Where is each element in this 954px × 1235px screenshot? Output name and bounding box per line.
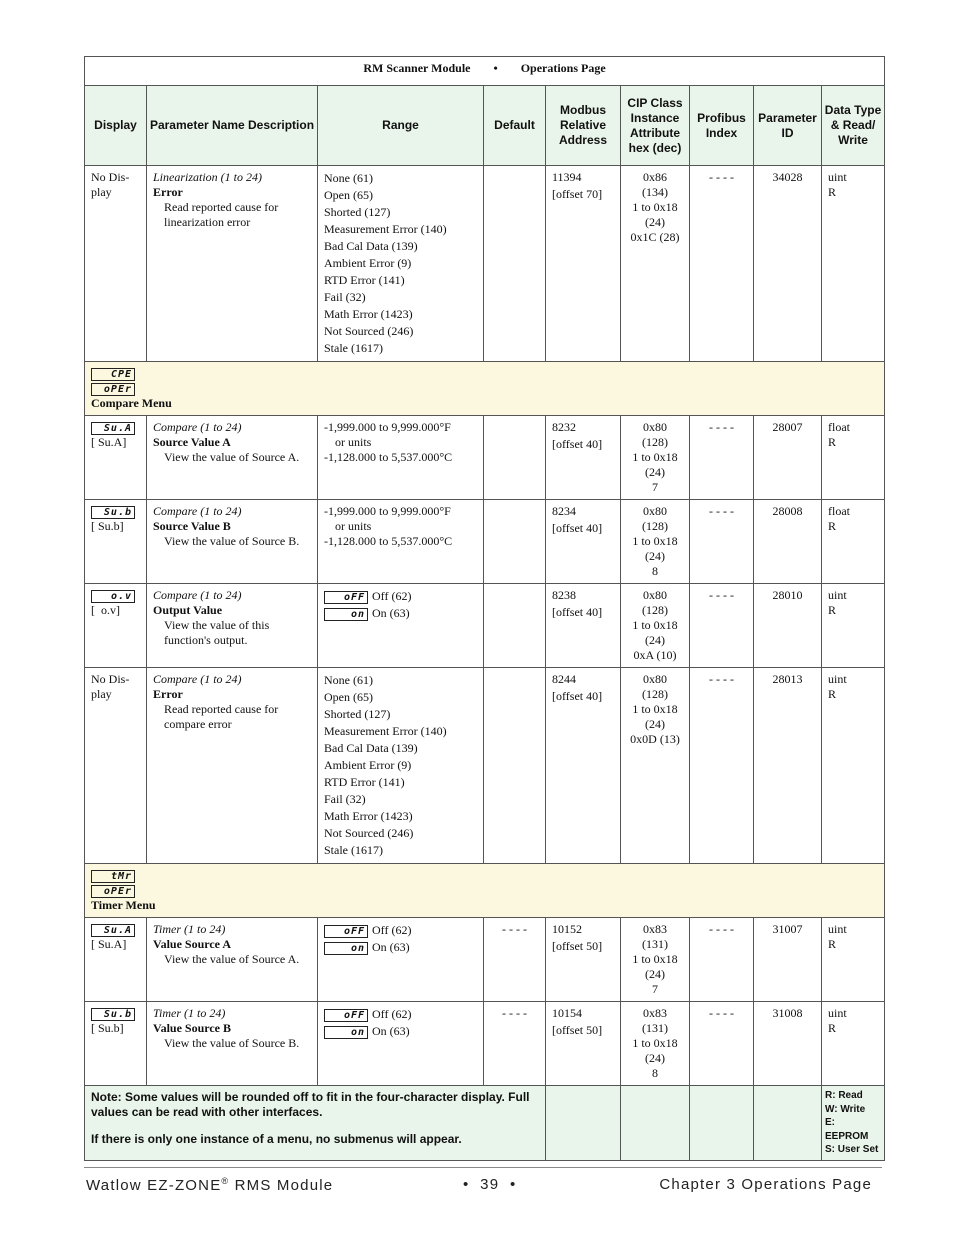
range-item: Fail (32) xyxy=(324,792,366,806)
cip-class: 0x80 xyxy=(643,504,667,518)
notes-blank xyxy=(546,1086,621,1161)
lcd-oper-icon: oPEr xyxy=(91,383,135,396)
data-type: uint xyxy=(828,922,847,936)
parameter-description: View the value of Source B. xyxy=(164,1036,300,1050)
modbus-offset: [offset 40] xyxy=(552,437,603,451)
cip-attribute: 8 xyxy=(652,564,658,578)
display-cell xyxy=(85,1002,147,1086)
legend-user-set: S: User Set xyxy=(825,1144,879,1155)
data-type-cell xyxy=(822,1002,885,1086)
range-item: Measurement Error (140) xyxy=(324,724,447,738)
display-cell xyxy=(85,584,147,668)
cip-class: 0x83 xyxy=(643,1006,667,1020)
parameter-name: Value Source B xyxy=(153,1021,232,1035)
range-item: Ambient Error (9) xyxy=(324,256,412,270)
data-type: uint xyxy=(828,1006,847,1020)
cip-cell xyxy=(621,584,690,668)
range-option: On (63) xyxy=(372,940,410,954)
parameter-description: View the value of this function's output. xyxy=(164,618,270,647)
modbus-address: 8232 xyxy=(552,420,576,434)
cip-attribute: 7 xyxy=(652,982,658,996)
modbus-offset: [offset 50] xyxy=(552,1023,603,1037)
legend-read: R: Read xyxy=(825,1090,863,1101)
cip-instance: 1 to 0x18 xyxy=(632,702,678,716)
data-type: float xyxy=(828,420,850,434)
cip-cell xyxy=(621,1002,690,1086)
display-code: [ Su.A] xyxy=(91,435,127,449)
parameter-name: Source Value A xyxy=(153,435,231,449)
range-item: RTD Error (141) xyxy=(324,775,405,789)
data-type: uint xyxy=(828,588,847,602)
parameter-description: Read reported cause for compare error xyxy=(164,702,279,731)
cip-instance-dec: (24) xyxy=(645,465,665,479)
lcd-display-icon: Su.A xyxy=(91,422,135,435)
modbus-address: 10154 xyxy=(552,1006,582,1020)
parameter-cell xyxy=(147,584,318,668)
cip-instance: 1 to 0x18 xyxy=(632,618,678,632)
range-item: Not Sourced (246) xyxy=(324,324,414,338)
parameter-table xyxy=(84,56,885,1161)
range-item: Measurement Error (140) xyxy=(324,222,447,236)
parameter-description: Read reported cause for linearization error xyxy=(164,200,279,229)
display-code: [ Su.b] xyxy=(91,1021,124,1035)
modbus-offset: [offset 40] xyxy=(552,605,603,619)
header-modbus: Modbus Relative Address xyxy=(546,86,621,166)
range-item: or units xyxy=(335,519,372,533)
profibus-cell: - - - - xyxy=(690,668,754,864)
notes-blank xyxy=(621,1086,690,1161)
cip-instance-dec: (24) xyxy=(645,1051,665,1065)
parameter-cell xyxy=(147,166,318,362)
range-cell xyxy=(318,584,484,668)
range-item: Fail (32) xyxy=(324,290,366,304)
range-option: On (63) xyxy=(372,1024,410,1038)
profibus-cell: - - - - xyxy=(690,1002,754,1086)
title-page: Operations Page xyxy=(520,61,606,75)
range-item: -1,128.000 to 5,537.000°C xyxy=(324,450,453,464)
range-item: -1,999.000 to 9,999.000°F xyxy=(324,504,451,518)
modbus-cell xyxy=(546,416,621,500)
display-cell xyxy=(85,500,147,584)
table-row xyxy=(85,668,885,864)
cip-attribute: 7 xyxy=(652,480,658,494)
cip-class-dec: (131) xyxy=(642,937,668,951)
cip-class-dec: (128) xyxy=(642,435,668,449)
page-number: • 39 • xyxy=(463,1176,517,1193)
table-row xyxy=(85,166,885,362)
modbus-offset: [offset 50] xyxy=(552,939,603,953)
modbus-cell xyxy=(546,668,621,864)
display-cell: No Dis-play xyxy=(85,668,147,864)
parameter-description: View the value of Source B. xyxy=(164,534,300,548)
data-type: uint xyxy=(828,672,847,686)
range-item: Open (65) xyxy=(324,690,373,704)
parameter-id-cell: 28013 xyxy=(754,668,822,864)
data-type: uint xyxy=(828,170,847,184)
range-option: Off (62) xyxy=(372,1007,412,1021)
menu-header-row xyxy=(85,362,885,416)
modbus-offset: [offset 40] xyxy=(552,689,603,703)
range-item: Math Error (1423) xyxy=(324,307,413,321)
data-type-cell xyxy=(822,584,885,668)
menu-context: Compare (1 to 24) xyxy=(153,672,242,686)
range-item: Stale (1617) xyxy=(324,341,383,355)
parameter-cell xyxy=(147,918,318,1002)
header-range: Range xyxy=(318,86,484,166)
parameter-cell xyxy=(147,1002,318,1086)
header-parameter-name: Parameter Name Description xyxy=(147,86,318,166)
range-cell xyxy=(318,918,484,1002)
cip-instance-dec: (24) xyxy=(645,215,665,229)
range-item: or units xyxy=(335,435,372,449)
cip-instance-dec: (24) xyxy=(645,717,665,731)
range-cell xyxy=(318,166,484,362)
lcd-oper-icon: oPEr xyxy=(91,885,135,898)
modbus-address: 10152 xyxy=(552,922,582,936)
page-footer xyxy=(86,1176,872,1196)
legend-eeprom: E: EEPROM xyxy=(825,1117,869,1142)
data-type-cell xyxy=(822,166,885,362)
table-title xyxy=(85,57,885,86)
display-cell: No Dis-play xyxy=(85,166,147,362)
cip-cell xyxy=(621,166,690,362)
cip-cell xyxy=(621,500,690,584)
compare-menu-cell xyxy=(85,362,885,416)
default-cell: - - - - xyxy=(484,918,546,1002)
range-cell xyxy=(318,416,484,500)
display-code: [ Su.A] xyxy=(91,937,127,951)
table-row xyxy=(85,918,885,1002)
data-type-cell xyxy=(822,668,885,864)
lcd-display-icon: o.v xyxy=(91,590,135,603)
parameter-name: Output Value xyxy=(153,603,223,617)
menu-context: Compare (1 to 24) xyxy=(153,588,242,602)
lcd-timer-icon: tMr xyxy=(91,870,135,883)
table-row xyxy=(85,500,885,584)
title-module: RM Scanner Module xyxy=(363,61,471,75)
lcd-off-icon: oFF xyxy=(324,925,368,938)
cip-attribute: 8 xyxy=(652,1066,658,1080)
parameter-name: Error xyxy=(153,185,183,199)
range-cell xyxy=(318,668,484,864)
footer-module: RMS Module xyxy=(229,1177,334,1194)
range-item: Not Sourced (246) xyxy=(324,826,414,840)
read-write: R xyxy=(828,603,837,617)
modbus-address: 8238 xyxy=(552,588,576,602)
range-cell xyxy=(318,1002,484,1086)
menu-context: Linearization (1 to 24) xyxy=(153,170,263,184)
range-option: Off (62) xyxy=(372,589,412,603)
parameter-id-cell: 31007 xyxy=(754,918,822,1002)
cip-instance-dec: (24) xyxy=(645,967,665,981)
default-cell xyxy=(484,166,546,362)
read-write: R xyxy=(828,435,837,449)
parameter-cell xyxy=(147,668,318,864)
profibus-cell: - - - - xyxy=(690,584,754,668)
modbus-address: 11394 xyxy=(552,170,582,184)
range-option: On (63) xyxy=(372,606,410,620)
notes-blank xyxy=(690,1086,754,1161)
profibus-cell: - - - - xyxy=(690,500,754,584)
cip-class-dec: (128) xyxy=(642,603,668,617)
menu-name: Timer Menu xyxy=(91,898,156,912)
parameter-id-cell: 28008 xyxy=(754,500,822,584)
table-row xyxy=(85,1002,885,1086)
range-item: None (61) xyxy=(324,171,373,185)
legend-write: W: Write xyxy=(825,1103,866,1115)
cip-instance: 1 to 0x18 xyxy=(632,200,678,214)
table-row xyxy=(85,584,885,668)
lcd-display-icon: Su.b xyxy=(91,506,135,519)
notes-row xyxy=(85,1086,885,1161)
modbus-offset: [offset 70] xyxy=(552,187,603,201)
lcd-on-icon: on xyxy=(324,1026,368,1039)
default-cell xyxy=(484,416,546,500)
range-item: RTD Error (141) xyxy=(324,273,405,287)
parameter-id-cell: 31008 xyxy=(754,1002,822,1086)
data-type: float xyxy=(828,504,850,518)
header-profibus: Profibus Index xyxy=(690,86,754,166)
timer-menu-cell xyxy=(85,864,885,918)
default-cell xyxy=(484,584,546,668)
cip-attribute: 0x0D (13) xyxy=(630,732,680,746)
data-type-cell xyxy=(822,500,885,584)
legend-cell xyxy=(822,1086,885,1161)
header-default: Default xyxy=(484,86,546,166)
parameter-id-cell: 34028 xyxy=(754,166,822,362)
menu-context: Timer (1 to 24) xyxy=(153,922,226,936)
cip-instance: 1 to 0x18 xyxy=(632,1036,678,1050)
default-cell xyxy=(484,500,546,584)
range-item: Shorted (127) xyxy=(324,205,391,219)
menu-header-row xyxy=(85,864,885,918)
notes-cell xyxy=(85,1086,546,1161)
range-item: Ambient Error (9) xyxy=(324,758,412,772)
modbus-cell xyxy=(546,166,621,362)
parameter-cell xyxy=(147,416,318,500)
read-write: R xyxy=(828,687,837,701)
read-write: R xyxy=(828,519,837,533)
parameter-cell xyxy=(147,500,318,584)
parameter-name: Source Value B xyxy=(153,519,231,533)
table-row xyxy=(85,416,885,500)
range-item: -1,999.000 to 9,999.000°F xyxy=(324,420,451,434)
cip-instance: 1 to 0x18 xyxy=(632,534,678,548)
modbus-cell xyxy=(546,918,621,1002)
parameter-description: View the value of Source A. xyxy=(164,952,300,966)
cip-attribute: 0xA (10) xyxy=(633,648,677,662)
cip-instance: 1 to 0x18 xyxy=(632,450,678,464)
modbus-cell xyxy=(546,1002,621,1086)
range-item: Bad Cal Data (139) xyxy=(324,741,418,755)
cip-class-dec: (131) xyxy=(642,1021,668,1035)
data-type-cell xyxy=(822,918,885,1002)
read-write: R xyxy=(828,1021,837,1035)
range-item: Math Error (1423) xyxy=(324,809,413,823)
profibus-cell: - - - - xyxy=(690,416,754,500)
default-cell: - - - - xyxy=(484,1002,546,1086)
cip-instance-dec: (24) xyxy=(645,633,665,647)
modbus-cell xyxy=(546,500,621,584)
registered-mark: ® xyxy=(221,1176,230,1186)
cip-class: 0x80 xyxy=(643,420,667,434)
menu-context: Compare (1 to 24) xyxy=(153,420,242,434)
menu-name: Compare Menu xyxy=(91,396,172,410)
range-item: Bad Cal Data (139) xyxy=(324,239,418,253)
cip-class: 0x83 xyxy=(643,922,667,936)
default-cell xyxy=(484,668,546,864)
parameter-description: View the value of Source A. xyxy=(164,450,300,464)
title-bullet: • xyxy=(493,61,498,75)
header-display: Display xyxy=(85,86,147,166)
read-write: R xyxy=(828,185,837,199)
header-cip: CIP Class Instance Attribute hex (dec) xyxy=(621,86,690,166)
footer-divider xyxy=(84,1167,882,1168)
header-row xyxy=(85,86,885,166)
cip-cell xyxy=(621,668,690,864)
modbus-cell xyxy=(546,584,621,668)
cip-instance: 1 to 0x18 xyxy=(632,952,678,966)
cip-class: 0x86 xyxy=(643,170,667,184)
parameter-name: Value Source A xyxy=(153,937,232,951)
lcd-compare-icon: CPE xyxy=(91,368,135,381)
cip-class-dec: (128) xyxy=(642,687,668,701)
modbus-address: 8234 xyxy=(552,504,576,518)
note-submenus: If there is only one instance of a menu, no submenus will appear. xyxy=(91,1132,462,1146)
cip-instance-dec: (24) xyxy=(645,549,665,563)
modbus-offset: [offset 40] xyxy=(552,521,603,535)
cip-class-dec: (134) xyxy=(642,185,668,199)
menu-context: Compare (1 to 24) xyxy=(153,504,242,518)
footer-product xyxy=(86,1176,333,1194)
range-option: Off (62) xyxy=(372,923,412,937)
header-data-type: Data Type & Read/ Write xyxy=(822,86,885,166)
cip-cell xyxy=(621,416,690,500)
range-cell xyxy=(318,500,484,584)
cip-attribute: 0x1C (28) xyxy=(630,230,680,244)
parameter-id-cell: 28007 xyxy=(754,416,822,500)
parameter-name: Error xyxy=(153,687,183,701)
header-parameter-id: Parameter ID xyxy=(754,86,822,166)
notes-blank xyxy=(754,1086,822,1161)
profibus-cell: - - - - xyxy=(690,918,754,1002)
lcd-on-icon: on xyxy=(324,608,368,621)
cip-class: 0x80 xyxy=(643,588,667,602)
display-code: [ o.v] xyxy=(91,603,120,617)
lcd-display-icon: Su.A xyxy=(91,924,135,937)
display-cell xyxy=(85,918,147,1002)
range-item: Shorted (127) xyxy=(324,707,391,721)
modbus-address: 8244 xyxy=(552,672,576,686)
read-write: R xyxy=(828,937,837,951)
note-rounding: Note: Some values will be rounded off to fit in the four-character display. Full values can be read with other interfaces. xyxy=(91,1090,530,1119)
lcd-off-icon: oFF xyxy=(324,1009,368,1022)
parameter-id-cell: 28010 xyxy=(754,584,822,668)
range-item: -1,128.000 to 5,537.000°C xyxy=(324,534,453,548)
range-item: Open (65) xyxy=(324,188,373,202)
range-item: Stale (1617) xyxy=(324,843,383,857)
footer-chapter: Chapter 3 Operations Page xyxy=(659,1176,872,1193)
display-cell xyxy=(85,416,147,500)
cip-class-dec: (128) xyxy=(642,519,668,533)
cip-cell xyxy=(621,918,690,1002)
table-title-row xyxy=(85,57,885,86)
range-item: None (61) xyxy=(324,673,373,687)
profibus-cell: - - - - xyxy=(690,166,754,362)
lcd-off-icon: oFF xyxy=(324,591,368,604)
footer-brand: Watlow EZ-ZONE xyxy=(86,1177,222,1194)
menu-context: Timer (1 to 24) xyxy=(153,1006,226,1020)
lcd-display-icon: Su.b xyxy=(91,1008,135,1021)
lcd-on-icon: on xyxy=(324,942,368,955)
data-type-cell xyxy=(822,416,885,500)
display-code: [ Su.b] xyxy=(91,519,124,533)
cip-class: 0x80 xyxy=(643,672,667,686)
